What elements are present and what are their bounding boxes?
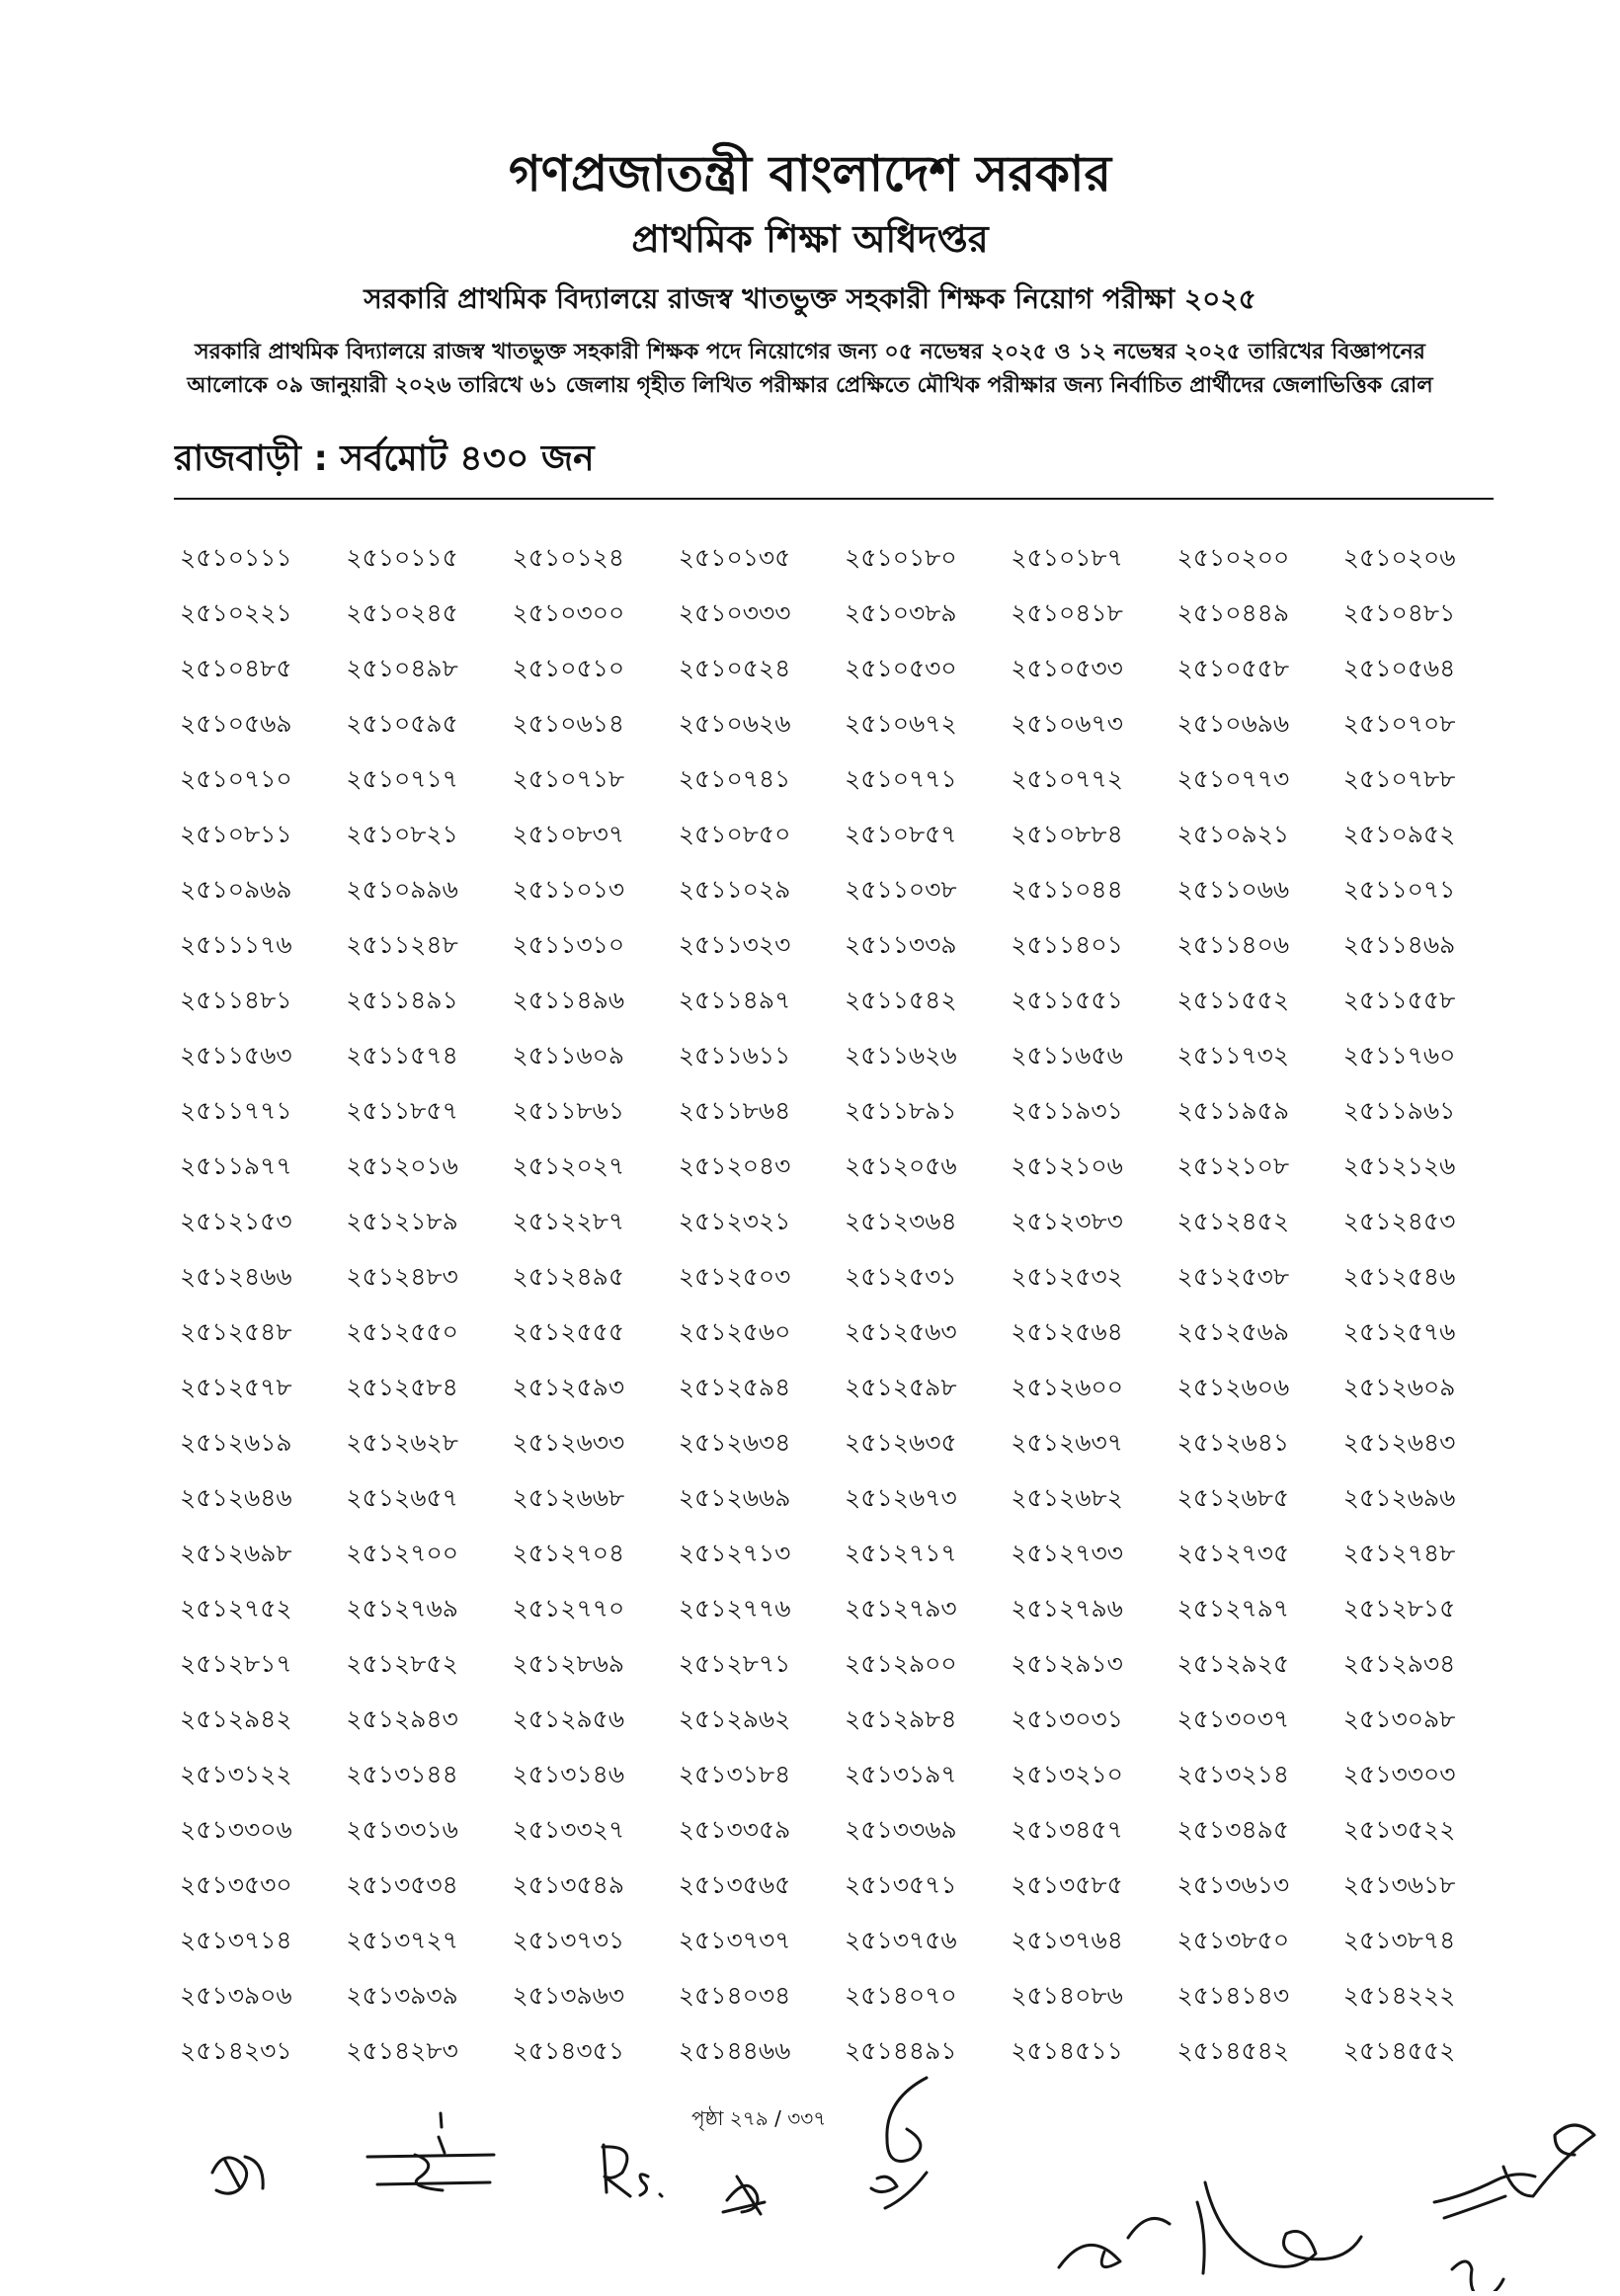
- roll-number: ২৫১২৪৯৫: [512, 1262, 625, 1291]
- roll-number: ২৫১৩৮৭৪: [1342, 1926, 1456, 1954]
- signature-stroke: [871, 2078, 927, 2208]
- roll-number: ২৫১৩৩৬৯: [845, 1815, 957, 1844]
- roll-number: ২৫১১৯৭৭: [180, 1151, 292, 1180]
- roll-number: ২৫১২৬৮২: [1011, 1483, 1123, 1512]
- roll-number: ২৫১২৭১৭: [845, 1539, 957, 1567]
- roll-number: ২৫১৩৫৮৫: [1011, 1870, 1123, 1899]
- roll-number: ২৫১০৮৩৭: [512, 820, 625, 848]
- roll-number: ২৫১০৪৯৮: [346, 654, 458, 682]
- roll-number: ২৫১২৬৩৭: [1011, 1428, 1123, 1457]
- roll-number: ২৫১১০৩৮: [845, 875, 957, 904]
- roll-number: ২৫১৩০৯৮: [1342, 1704, 1456, 1733]
- roll-number: ২৫১২৭৯৬: [1011, 1594, 1123, 1623]
- signature-5: [871, 2078, 927, 2208]
- roll-number: ২৫১৩৭৩১: [512, 1926, 625, 1954]
- roll-number: ২৫১২৭০০: [346, 1539, 458, 1567]
- roll-number: ২৫১১৬১১: [678, 1041, 791, 1069]
- roll-number: ২৫১০৪৪৯: [1176, 598, 1290, 627]
- signature-stroke: [367, 2113, 494, 2190]
- roll-number: ২৫১৪২২২: [1342, 1981, 1456, 2010]
- roll-number: ২৫১০৬২৬: [678, 709, 791, 738]
- roll-number: ২৫১২৯২৫: [1176, 1649, 1290, 1678]
- roll-number: ২৫১২৬০০: [1011, 1373, 1123, 1401]
- roll-number: ২৫১০৭০৮: [1342, 709, 1456, 738]
- roll-number: ২৫১০৩০০: [512, 598, 625, 627]
- roll-number: ২৫১৩১৪৬: [512, 1760, 625, 1788]
- roll-number: ২৫১১৬০৯: [512, 1041, 625, 1069]
- signature-stroke: [603, 2145, 662, 2196]
- roll-number: ২৫১২৬৪১: [1176, 1428, 1290, 1457]
- roll-number: ২৫১৩০৩১: [1011, 1704, 1123, 1733]
- signature-4: [723, 2177, 765, 2214]
- roll-number: ২৫১১৩৩৯: [845, 930, 957, 959]
- roll-number: ২৫১২১৫৩: [180, 1207, 292, 1235]
- roll-number: ২৫১০৭৪১: [678, 764, 791, 793]
- roll-number: ২৫১২৫৩৮: [1176, 1262, 1290, 1291]
- roll-number: ২৫১৩৭৬৪: [1011, 1926, 1123, 1954]
- roll-number: ২৫১০৮১১: [180, 820, 292, 848]
- roll-number: ২৫১১৫৭৪: [346, 1041, 458, 1069]
- roll-number: ২৫১১৪৯৭: [678, 986, 791, 1014]
- roll-number: ২৫১২৫৬৯: [1176, 1317, 1290, 1346]
- roll-number: ২৫১১৫৫১: [1011, 986, 1123, 1014]
- heading-divider: [174, 498, 1494, 500]
- roll-number: ২৫১০৩৩৩: [678, 598, 791, 627]
- roll-number: ২৫১৩৩০৬: [180, 1815, 292, 1844]
- roll-number: ২৫১২১৮৯: [346, 1207, 458, 1235]
- roll-number: ২৫১০৫৬৪: [1342, 654, 1456, 682]
- roll-number: ২৫১৩৫৪৯: [512, 1870, 625, 1899]
- roll-number: ২৫১৩৩১৬: [346, 1815, 458, 1844]
- roll-number: ২৫১১৯৩১: [1011, 1096, 1123, 1125]
- roll-number: ২৫১২৫৪৮: [180, 1317, 292, 1346]
- roll-number: ২৫১২৫৬৩: [845, 1317, 957, 1346]
- roll-number: ২৫১২৭৬৯: [346, 1594, 458, 1623]
- roll-number: ২৫১৩৯৩৯: [346, 1981, 458, 2010]
- roll-number: ২৫১০৫৩৩: [1011, 654, 1123, 682]
- roll-number: ২৫১২৭৫২: [180, 1594, 292, 1623]
- roll-number: ২৫১২৯৪২: [180, 1704, 292, 1733]
- government-title: গণপ্রজাতন্ত্রী বাংলাদেশ সরকার: [509, 145, 1111, 202]
- roll-number: ২৫১৩৭৫৬: [845, 1926, 957, 1954]
- roll-number: ২৫১২৬৩৪: [678, 1428, 791, 1457]
- roll-number: ২৫১২৬০৬: [1176, 1373, 1290, 1401]
- roll-number: ২৫১২৬৫৭: [346, 1483, 458, 1512]
- roll-number: ২৫১২৮১৭: [180, 1649, 292, 1678]
- roll-number: ২৫১৪২৩১: [180, 2036, 292, 2065]
- roll-number: ২৫১০৬১৪: [512, 709, 625, 738]
- roll-number: ২৫১২৮১৫: [1342, 1594, 1456, 1623]
- roll-number: ২৫১২৯৪৩: [346, 1704, 458, 1733]
- roll-number: ২৫১২৬৪৩: [1342, 1428, 1456, 1457]
- roll-number: ২৫১১৬২৬: [845, 1041, 957, 1069]
- roll-number: ২৫১০১৩৫: [678, 543, 791, 572]
- signature-7: [1434, 2125, 1594, 2291]
- roll-number: ২৫১৪২৮৩: [346, 2036, 458, 2065]
- roll-number: ২৫১৩৯০৬: [180, 1981, 292, 2010]
- roll-number: ২৫১৩২১০: [1011, 1760, 1123, 1788]
- signature-stroke: [1059, 2182, 1361, 2273]
- roll-number: ২৫১০৪৮১: [1342, 598, 1456, 627]
- roll-number: ২৫১২৫৭৮: [180, 1373, 292, 1401]
- signature-6: [1059, 2182, 1361, 2273]
- roll-number: ২৫১৪০৩৪: [678, 1981, 791, 2010]
- roll-number: ২৫১০৩৮৯: [845, 598, 957, 627]
- roll-number: ২৫১২৫৫৫: [512, 1317, 625, 1346]
- roll-number: ২৫১০৮৫৭: [845, 820, 957, 848]
- roll-number: ২৫১০৫৬৯: [180, 709, 292, 738]
- signature-stroke: [212, 2157, 263, 2193]
- roll-number: ২৫১৪০৭০: [845, 1981, 957, 2010]
- roll-number: ২৫১৪৫১১: [1011, 2036, 1123, 2065]
- roll-number: ২৫১২৩২১: [678, 1207, 791, 1235]
- roll-number: ২৫১১৩২৩: [678, 930, 791, 959]
- roll-number: ২৫১৩১২২: [180, 1760, 292, 1788]
- roll-number: ২৫১০৭৮৮: [1342, 764, 1456, 793]
- roll-number: ২৫১০৭৭১: [845, 764, 957, 793]
- roll-number: ২৫১০৪১৮: [1011, 598, 1123, 627]
- roll-number: ২৫১০৫১০: [512, 654, 625, 682]
- roll-number: ২৫১২৭৯৭: [1176, 1594, 1290, 1623]
- roll-number: ২৫১৩১৪৪: [346, 1760, 458, 1788]
- roll-number: ২৫১১৮৯১: [845, 1096, 957, 1125]
- roll-number: ২৫১১৮৬৪: [678, 1096, 791, 1125]
- roll-number: ২৫১১৪০১: [1011, 930, 1123, 959]
- roll-number: ২৫১২৬২৮: [346, 1428, 458, 1457]
- roll-number: ২৫১২৫৯৩: [512, 1373, 625, 1401]
- roll-number: ২৫১২০১৬: [346, 1151, 458, 1180]
- signature-stroke: [1434, 2125, 1594, 2291]
- roll-number: ২৫১২৪৮৩: [346, 1262, 458, 1291]
- roll-number: ২৫১১৮৫৭: [346, 1096, 458, 1125]
- roll-number: ২৫১১৯৬১: [1342, 1096, 1456, 1125]
- roll-number: ২৫১২৮৭১: [678, 1649, 791, 1678]
- roll-number: ২৫১২৫৫০: [346, 1317, 458, 1346]
- roll-number: ২৫১১৫৬৩: [180, 1041, 292, 1069]
- roll-number: ২৫১২৭৩৫: [1176, 1539, 1290, 1567]
- roll-number: ২৫১৩৩০৩: [1342, 1760, 1456, 1788]
- roll-number: ২৫১৪৪৯১: [845, 2036, 957, 2065]
- roll-number: ২৫১১০১৩: [512, 875, 625, 904]
- roll-number: ২৫১১৭৬০: [1342, 1041, 1456, 1069]
- roll-number: ২৫১৩৫৩৪: [346, 1870, 458, 1899]
- signature-3: [603, 2145, 662, 2196]
- roll-number: ২৫১২৭৯৩: [845, 1594, 957, 1623]
- roll-number: ২৫১২৬৬৮: [512, 1483, 625, 1512]
- roll-number: ২৫১১০২৯: [678, 875, 791, 904]
- roll-number: ২৫১৪৫৫২: [1342, 2036, 1456, 2065]
- roll-number: ২৫১২৭৭৬: [678, 1594, 791, 1623]
- roll-number: ২৫১২২৮৭: [512, 1207, 625, 1235]
- roll-number: ২৫১২১০৮: [1176, 1151, 1290, 1180]
- roll-number: ২৫১৩৯৬৩: [512, 1981, 625, 2010]
- roll-number: ২৫১১৫৫২: [1176, 986, 1290, 1014]
- roll-number: ২৫১১৪৯১: [346, 986, 458, 1014]
- roll-number: ২৫১২৫৭৬: [1342, 1317, 1456, 1346]
- notice-line-1: সরকারি প্রাথমিক বিদ্যালয়ে রাজস্ব খাতভুক্ত সহকারী শিক্ষক পদে নিয়োগের জন্য ০৫ নভেম্বর ২০২৫ ও ১২ নভেম্বর ২০২৫ তারিখের বিজ্ঞাপনের: [195, 340, 1425, 364]
- roll-number: ২৫১১৫৫৮: [1342, 986, 1456, 1014]
- roll-number: ২৫১২৫০৩: [678, 1262, 791, 1291]
- roll-number: ২৫১২৯৬২: [678, 1704, 791, 1733]
- roll-number: ২৫১২৯০০: [845, 1649, 957, 1678]
- roll-number: ২৫১১৯৫৯: [1176, 1096, 1290, 1125]
- roll-number: ২৫১৩৫৭১: [845, 1870, 957, 1899]
- roll-number: ২৫১৩৭৩৭: [678, 1926, 791, 1954]
- roll-number: ২৫১৩৪৯৫: [1176, 1815, 1290, 1844]
- roll-number: ২৫১০৭১৭: [346, 764, 458, 793]
- roll-number: ২৫১১০৭১: [1342, 875, 1456, 904]
- signature-2: [367, 2113, 494, 2190]
- signature-1: [212, 2157, 263, 2193]
- roll-number: ২৫১০২২১: [180, 598, 292, 627]
- roll-number: ২৫১২৭০৪: [512, 1539, 625, 1567]
- roll-number: ২৫১০৯২১: [1176, 820, 1290, 848]
- roll-number: ২৫১২৩৮৩: [1011, 1207, 1123, 1235]
- roll-number: ২৫১১৪৯৬: [512, 986, 625, 1014]
- roll-number: ২৫১০৫৯৫: [346, 709, 458, 738]
- roll-number: ২৫১০৫৩০: [845, 654, 957, 682]
- roll-number: ২৫১০৮২১: [346, 820, 458, 848]
- roll-number: ২৫১৪৫৪২: [1176, 2036, 1290, 2065]
- signatures-area: [0, 2034, 1620, 2291]
- roll-number: ২৫১০৭১০: [180, 764, 292, 793]
- roll-number: ২৫১১০৪৪: [1011, 875, 1123, 904]
- roll-number: ২৫১২৬৪৬: [180, 1483, 292, 1512]
- roll-number: ২৫১১২৪৮: [346, 930, 458, 959]
- roll-number: ২৫১২৬০৯: [1342, 1373, 1456, 1401]
- roll-number: ২৫১২৭৩৩: [1011, 1539, 1123, 1567]
- roll-number: ২৫১৩৬১৮: [1342, 1870, 1456, 1899]
- roll-number: ২৫১০২৪৫: [346, 598, 458, 627]
- roll-number: ২৫১১৭৭১: [180, 1096, 292, 1125]
- roll-number: ২৫১০৭১৮: [512, 764, 625, 793]
- roll-number: ২৫১২৫৩১: [845, 1262, 957, 1291]
- roll-number: ২৫১০১১১: [180, 543, 292, 572]
- roll-number: ২৫১২০৫৬: [845, 1151, 957, 1180]
- roll-number: ২৫১১৪৮১: [180, 986, 292, 1014]
- roll-number: ২৫১২৪৫৩: [1342, 1207, 1456, 1235]
- roll-number: ২৫১৩৩২৭: [512, 1815, 625, 1844]
- roll-number: ২৫১২৫৬০: [678, 1317, 791, 1346]
- roll-number: ২৫১২৫৯৮: [845, 1373, 957, 1401]
- roll-number: ২৫১৩৪৫৭: [1011, 1815, 1123, 1844]
- roll-number: ২৫১১৪৬৯: [1342, 930, 1456, 959]
- roll-number: ২৫১৩৩৫৯: [678, 1815, 791, 1844]
- roll-number: ২৫১৪৪৬৬: [678, 2036, 791, 2065]
- roll-number: ২৫১২৯১৩: [1011, 1649, 1123, 1678]
- page-number: পৃষ্ঠা ২৭৯ / ৩৩৭: [691, 2106, 827, 2130]
- roll-number: ২৫১০৮৫০: [678, 820, 791, 848]
- roll-number: ২৫১০৫২৪: [678, 654, 791, 682]
- signature-stroke: [723, 2177, 765, 2214]
- roll-number: ২৫১২৬৭৩: [845, 1483, 957, 1512]
- roll-number: ২৫১৩১৯৭: [845, 1760, 957, 1788]
- roll-number: ২৫১১৩১০: [512, 930, 625, 959]
- roll-number: ২৫১২৬৯৬: [1342, 1483, 1456, 1512]
- roll-number: ২৫১৪১৪৩: [1176, 1981, 1290, 2010]
- roll-number: ২৫১২৮৫২: [346, 1649, 458, 1678]
- roll-number: ২৫১২৬৩৫: [845, 1428, 957, 1457]
- roll-number: ২৫১০১৮৭: [1011, 543, 1123, 572]
- roll-number: ২৫১২১২৬: [1342, 1151, 1456, 1180]
- roll-number: ২৫১৩৬১৩: [1176, 1870, 1290, 1899]
- roll-number: ২৫১৩৫২২: [1342, 1815, 1456, 1844]
- roll-number: ২৫১২৬৯৮: [180, 1539, 292, 1567]
- roll-number: ২৫১২৭১৩: [678, 1539, 791, 1567]
- roll-number: ২৫১৩৫৩০: [180, 1870, 292, 1899]
- roll-number: ২৫১২০২৭: [512, 1151, 625, 1180]
- roll-number: ২৫১০১৮০: [845, 543, 957, 572]
- exam-title: সরকারি প্রাথমিক বিদ্যালয়ে রাজস্ব খাতভুক্ত সহকারী শিক্ষক নিয়োগ পরীক্ষা ২০২৫: [364, 282, 1256, 315]
- roll-number: ২৫১০১২৪: [512, 543, 625, 572]
- roll-number: ২৫১০৬৯৬: [1176, 709, 1290, 738]
- roll-number: ২৫১২৬৮৫: [1176, 1483, 1290, 1512]
- roll-number: ২৫১৪৩৫১: [512, 2036, 625, 2065]
- roll-number: ২৫১০৭৭৩: [1176, 764, 1290, 793]
- roll-number: ২৫১২৫৩২: [1011, 1262, 1123, 1291]
- roll-number: ২৫১২৫৯৪: [678, 1373, 791, 1401]
- roll-number: ২৫১২০৪৩: [678, 1151, 791, 1180]
- notice-line-2: আলোকে ০৯ জানুয়ারী ২০২৬ তারিখে ৬১ জেলায় গৃহীত লিখিত পরীক্ষার প্রেক্ষিতে মৌখিক পরীক্ষার জন্য নির্বাচিত প্রার্থীদের জেলাভিত্তিক রোল: [187, 373, 1433, 398]
- roll-number: ২৫১০৬৭৩: [1011, 709, 1123, 738]
- roll-number: ২৫১২৫৬৪: [1011, 1317, 1123, 1346]
- roll-number: ২৫১৩২১৪: [1176, 1760, 1290, 1788]
- roll-number: ২৫১৪০৮৬: [1011, 1981, 1123, 2010]
- roll-number: ২৫১১৪০৬: [1176, 930, 1290, 959]
- roll-number: ২৫১২৩৬৪: [845, 1207, 957, 1235]
- roll-number: ২৫১০৬৭২: [845, 709, 957, 738]
- roll-number: ২৫১২৯৩৪: [1342, 1649, 1456, 1678]
- roll-number: ২৫১২৬৬৯: [678, 1483, 791, 1512]
- roll-number: ২৫১০৫৫৮: [1176, 654, 1290, 682]
- roll-number: ২৫১০২০৬: [1342, 543, 1456, 572]
- roll-number: ২৫১০১১৫: [346, 543, 458, 572]
- roll-number: ২৫১৩৫৬৫: [678, 1870, 791, 1899]
- roll-number: ২৫১৩৭১৪: [180, 1926, 292, 1954]
- roll-number: ২৫১২৭৭০: [512, 1594, 625, 1623]
- roll-number: ২৫১২৮৬৯: [512, 1649, 625, 1678]
- roll-number: ২৫১১৮৬১: [512, 1096, 625, 1125]
- roll-number: ২৫১১৭৩২: [1176, 1041, 1290, 1069]
- roll-number: ২৫১২৯৮৪: [845, 1704, 957, 1733]
- roll-number: ২৫১২৪৫২: [1176, 1207, 1290, 1235]
- roll-number: ২৫১০৮৮৪: [1011, 820, 1123, 848]
- roll-number: ২৫১০৯৫২: [1342, 820, 1456, 848]
- roll-number: ২৫১২৫৮৪: [346, 1373, 458, 1401]
- roll-number: ২৫১১০৬৬: [1176, 875, 1290, 904]
- roll-number: ২৫১১১৭৬: [180, 930, 292, 959]
- roll-number: ২৫১২৭৪৮: [1342, 1539, 1456, 1567]
- roll-number: ২৫১২৪৬৬: [180, 1262, 292, 1291]
- roll-number: ২৫১২৬৩৩: [512, 1428, 625, 1457]
- roll-grid: [180, 538, 1509, 2087]
- roll-number: ২৫১৩১৮৪: [678, 1760, 791, 1788]
- directorate-title: প্রাথমিক শিক্ষা অধিদপ্তর: [631, 217, 989, 261]
- roll-number: ২৫১০২০০: [1176, 543, 1290, 572]
- roll-number: ২৫১০৯৬৯: [180, 875, 292, 904]
- roll-number: ২৫১০৭৭২: [1011, 764, 1123, 793]
- roll-number: ২৫১১৫৪২: [845, 986, 957, 1014]
- roll-number: ২৫১২৫৪৬: [1342, 1262, 1456, 1291]
- district-heading: রাজবাড়ী : সর্বমোট ৪৩০ জন: [174, 438, 595, 479]
- roll-number: ২৫১২৬১৯: [180, 1428, 292, 1457]
- roll-number: ২৫১০৪৮৫: [180, 654, 292, 682]
- roll-number: ২৫১০৯৯৬: [346, 875, 458, 904]
- roll-number: ২৫১২১০৬: [1011, 1151, 1123, 1180]
- roll-number: ২৫১৩৭২৭: [346, 1926, 458, 1954]
- roll-number: ২৫১৩৮৫০: [1176, 1926, 1290, 1954]
- roll-number: ২৫১২৯৫৬: [512, 1704, 625, 1733]
- roll-number: ২৫১১৬৫৬: [1011, 1041, 1123, 1069]
- roll-number: ২৫১৩০৩৭: [1176, 1704, 1290, 1733]
